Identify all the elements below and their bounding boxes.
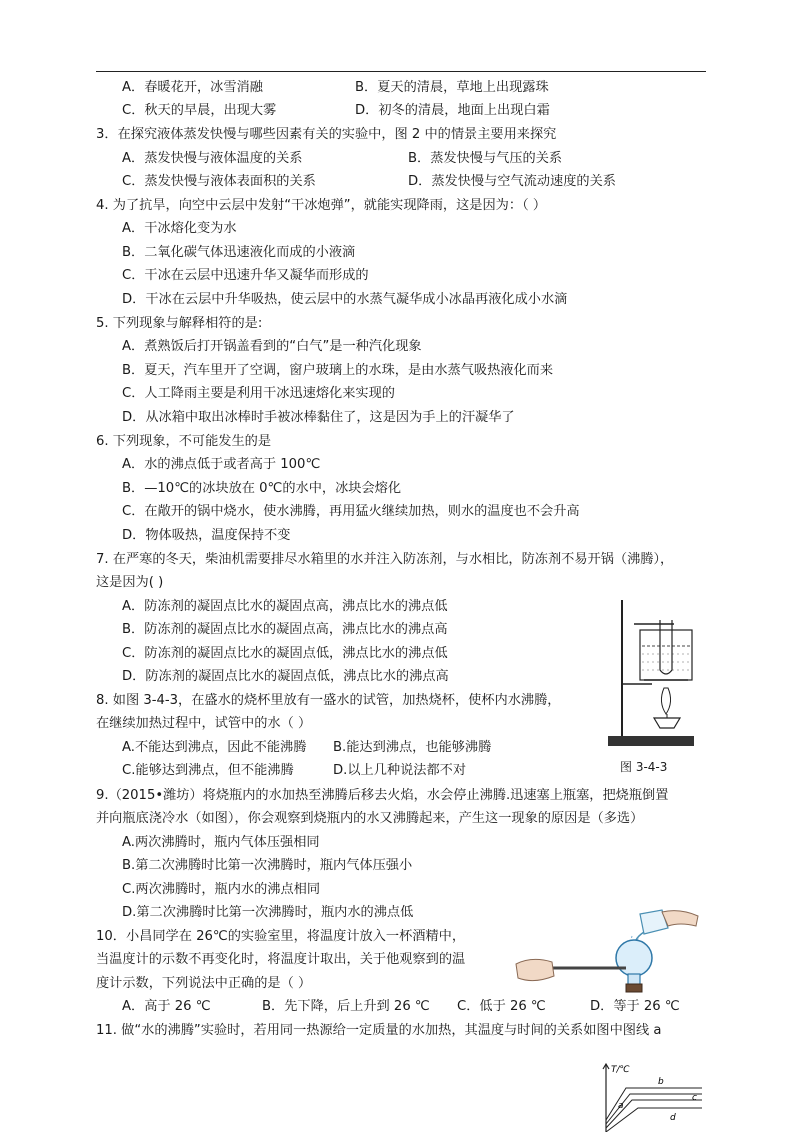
q7-option-b: B．防冻剂的凝固点比水的凝固点高，沸点比水的沸点高 (122, 622, 448, 637)
flask-cold-water-figure (512, 906, 708, 994)
q4-option-a: A．干冰熔化变为水 (122, 221, 237, 236)
q8-stem-line-2: 在继续加热过程中，试管中的水（ ） (96, 716, 312, 731)
q8-option-a: A.不能达到沸点，因此不能沸腾 (122, 740, 307, 755)
q9-option-c: C.两次沸腾时，瓶内水的沸点相同 (122, 882, 321, 897)
q5-option-c: C．人工降雨主要是利用干冰迅速熔化来实现的 (122, 386, 395, 401)
q8-option-c: C.能够达到沸点，但不能沸腾 (122, 763, 294, 778)
q10-option-d: D．等于 26 ℃ (590, 999, 680, 1014)
q5-option-d: D．从冰箱中取出冰棒时手被冰棒黏住了，这是因为手上的汗凝华了 (122, 410, 515, 425)
q7-option-c: C．防冻剂的凝固点比水的凝固点低，沸点比水的沸点低 (122, 646, 448, 661)
q10-option-b: B．先下降，后上升到 26 ℃ (262, 999, 430, 1014)
q6-option-d: D．物体吸热，温度保持不变 (122, 528, 291, 543)
graph-line-label-d: d (670, 1113, 676, 1123)
q5-option-b: B．夏天，汽车里开了空调，窗户玻璃上的水珠，是由水蒸气吸热液化而来 (122, 363, 554, 378)
q1-option-a: A．春暖花开，冰雪消融 (122, 80, 263, 95)
q3-option-c: C．蒸发快慢与液体表面积的关系 (122, 174, 316, 189)
q5-option-a: A．煮熟饭后打开锅盖看到的“白气”是一种汽化现象 (122, 339, 422, 354)
q9-stem-line-1: 9.（2015•潍坊）将烧瓶内的水加热至沸腾后移去火焰，水会停止沸腾.迅速塞上瓶塞，把烧瓶倒置 (96, 788, 669, 803)
q9-option-b: B.第二次沸腾时比第一次沸腾时，瓶内气体压强小 (122, 858, 413, 873)
q9-option-a: A.两次沸腾时，瓶内气体压强相同 (122, 835, 320, 850)
q1-option-d: D．初冬的清晨，地面上出现白霜 (355, 103, 550, 118)
q6-option-b: B．—10℃的冰块放在 0℃的水中，冰块会熔化 (122, 481, 402, 496)
q6-option-a: A．水的沸点低于或者高于 100℃ (122, 457, 321, 472)
q3-stem: 3．在探究液体蒸发快慢与哪些因素有关的实验中，图 2 中的情景主要用来探究 (96, 127, 557, 142)
q6-option-c: C．在敞开的锅中烧水，使水沸腾，再用猛火继续加热，则水的温度也不会升高 (122, 504, 580, 519)
graph-line-label-c: c (692, 1093, 697, 1103)
q7-stem-line-1: 7. 在严寒的冬天，柴油机需要排尽水箱里的水并注入防冻剂，与水相比，防冻剂不易开锅（沸腾）， (96, 552, 674, 567)
graph-line-label-a: a (618, 1101, 624, 1111)
q7-stem-line-2: 这是因为( ) (96, 575, 164, 590)
q6-stem: 6. 下列现象，不可能发生的是 (96, 434, 272, 449)
q3-option-a: A．蒸发快慢与液体温度的关系 (122, 151, 303, 166)
q1-option-c: C．秋天的早晨，出现大雾 (122, 103, 277, 118)
q11-stem: 11. 做“水的沸腾”实验时，若用同一热源给一定质量的水加热，其温度与时间的关系如图中图线 a (96, 1023, 662, 1038)
q10-option-a: A．高于 26 ℃ (122, 999, 211, 1014)
q4-option-b: B．二氧化碳气体迅速液化而成的小液滴 (122, 245, 356, 260)
q4-stem: 4. 为了抗旱，向空中云层中发射“干冰炮弹”，就能实现降雨，这是因为：（ ） (96, 198, 547, 213)
q10-stem-line-1: 10．小昌同学在 26℃的实验室里，将温度计放入一杯酒精中， (96, 929, 466, 944)
q3-option-d: D．蒸发快慢与空气流动速度的关系 (408, 174, 616, 189)
q9-stem-line-2: 并向瓶底浇冷水（如图），你会观察到烧瓶内的水又沸腾起来，产生这一现象的原因是（多选） (96, 811, 644, 826)
q7-option-d: D．防冻剂的凝固点比水的凝固点低，沸点比水的沸点高 (122, 669, 449, 684)
q5-stem: 5. 下列现象与解释相符的是: (96, 316, 263, 331)
graph-line-label-b: b (658, 1077, 664, 1087)
q10-option-c: C．低于 26 ℃ (457, 999, 546, 1014)
q8-option-d: D.以上几种说法都不对 (333, 763, 467, 778)
beaker-stand-figure (604, 598, 700, 750)
q1-option-b: B．夏天的清晨，草地上出现露珠 (355, 80, 549, 95)
temperature-time-graph (596, 1060, 706, 1132)
graph-axis-label: T/℃ (611, 1065, 630, 1075)
q7-option-a: A．防冻剂的凝固点比水的凝固点高，沸点比水的沸点低 (122, 599, 448, 614)
figure-caption: 图 3-4-3 (620, 760, 668, 774)
q3-option-b: B．蒸发快慢与气压的关系 (408, 151, 563, 166)
q4-option-d: D．干冰在云层中升华吸热，使云层中的水蒸气凝华成小冰晶再液化成小水滴 (122, 292, 568, 307)
q4-option-c: C．干冰在云层中迅速升华又凝华而形成的 (122, 268, 369, 283)
q8-stem-line-1: 8. 如图 3-4-3，在盛水的烧杯里放有一盛水的试管，加热烧杯，使杯内水沸腾， (96, 693, 561, 708)
q10-stem-line-2: 当温度计的示数不再变化时，将温度计取出，关于他观察到的温 (96, 952, 466, 967)
q9-option-d: D.第二次沸腾时比第一次沸腾时，瓶内水的沸点低 (122, 905, 414, 920)
q10-stem-line-3: 度计示数，下列说法中正确的是（ ） (96, 976, 312, 991)
q8-option-b: B.能达到沸点，也能够沸腾 (333, 740, 492, 755)
top-rule (96, 71, 706, 72)
